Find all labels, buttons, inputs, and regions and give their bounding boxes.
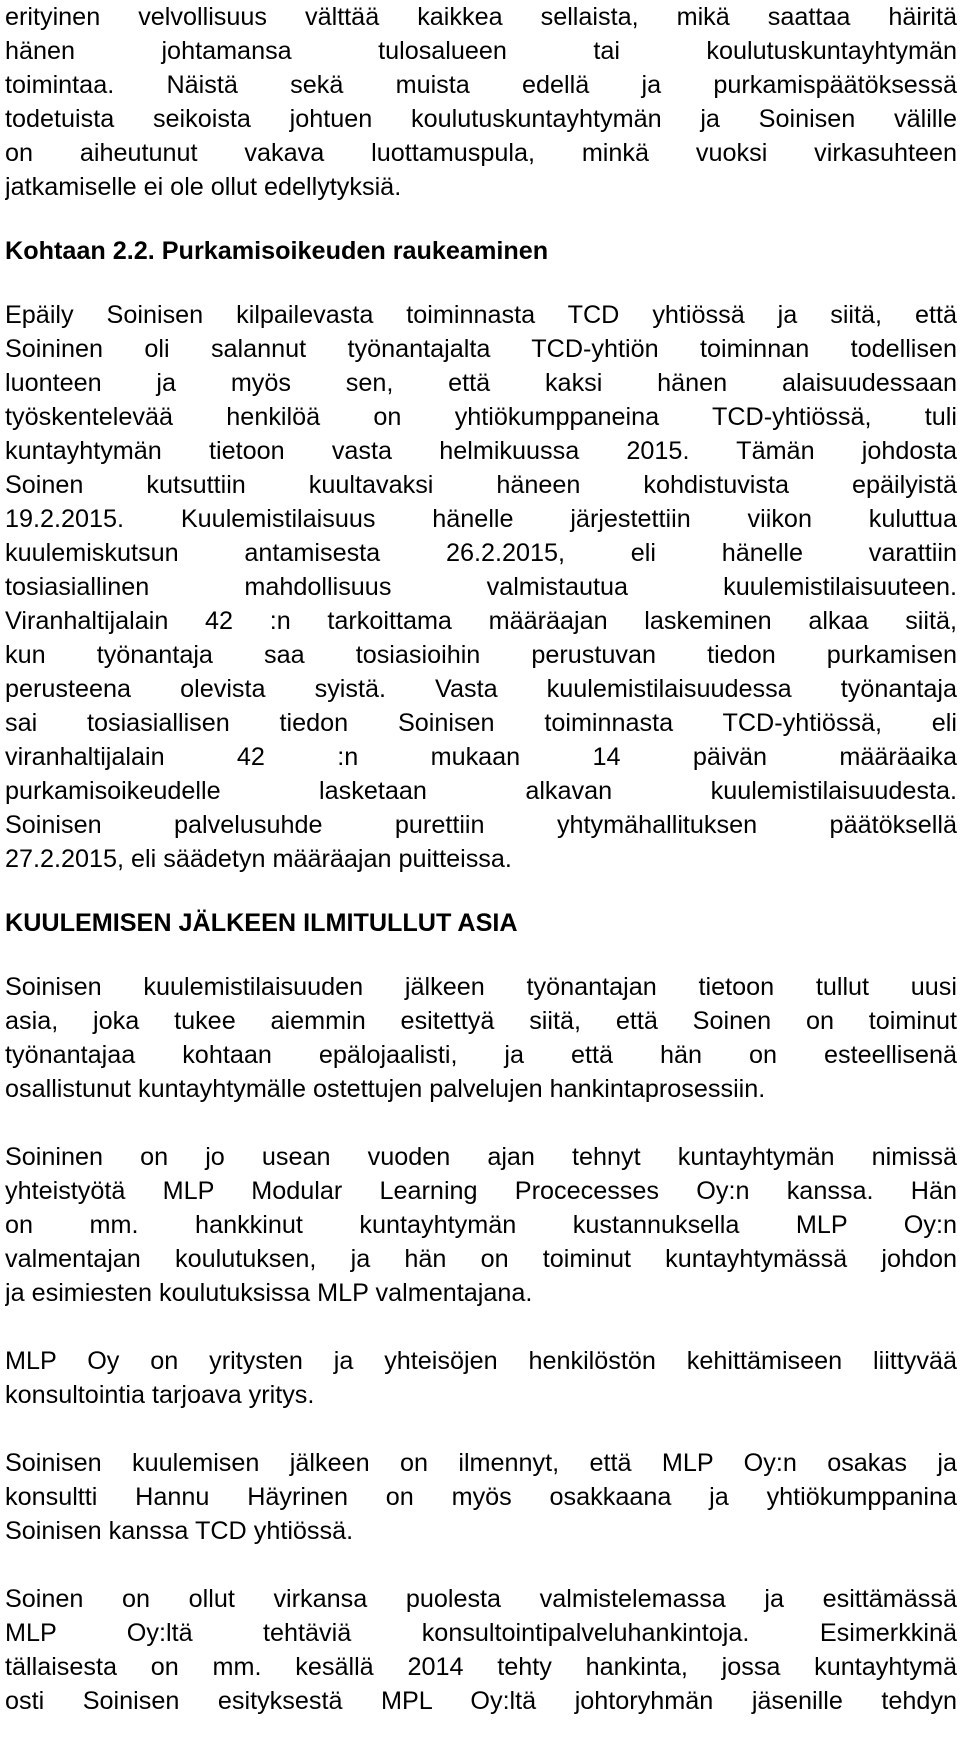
text-line: todetuista seikoista johtuen koulutuskuntayhtymän ja Soinisen välille: [5, 105, 957, 133]
text-line: Epäily Soinisen kilpailevasta toiminnasta TCD yhtiössä ja siitä, että: [5, 301, 957, 329]
text-line: Soinisen kuulemistilaisuuden jälkeen työnantajan tietoon tullut uusi: [5, 973, 957, 1001]
text-line: valmentajan koulutuksen, ja hän on toiminut kuntayhtymässä johdon: [5, 1245, 957, 1273]
text-line: jatkamiselle ei ole ollut edellytyksiä.: [5, 173, 402, 201]
section-heading-kuulemisen-jalkeen: KUULEMISEN JÄLKEEN ILMITULLUT ASIA: [5, 909, 518, 937]
text-line: luonteen ja myös sen, että kaksi hänen alaisuudessaan: [5, 369, 957, 397]
text-line: konsultti Hannu Häyrinen on myös osakkaana ja yhtiökumppanina: [5, 1483, 957, 1511]
text-line: osallistunut kuntayhtymälle ostettujen palvelujen hankintaprosessiin.: [5, 1075, 766, 1103]
text-line: kuntayhtymän tietoon vasta helmikuussa 2015. Tämän johdosta: [5, 437, 957, 465]
text-line: asia, joka tukee aiemmin esitettyä siitä, että Soinen on toiminut: [5, 1007, 957, 1035]
body-paragraph: [5, 1140, 957, 1310]
section-paragraph-purkamisoikeus: [5, 298, 957, 876]
text-line: viranhaltijalain 42 :n mukaan 14 päivän määräaika: [5, 743, 957, 771]
text-line: Soinisen kuulemisen jälkeen on ilmennyt, että MLP Oy:n osakas ja: [5, 1449, 957, 1477]
text-line: 19.2.2015. Kuulemistilaisuus hänelle järjestettiin viikon kuluttua: [5, 505, 957, 533]
body-paragraph: [5, 970, 957, 1106]
text-line: 27.2.2015, eli säädetyn määräajan puitteissa.: [5, 845, 512, 873]
body-paragraph: [5, 1446, 957, 1548]
text-line: Soinisen kanssa TCD yhtiössä.: [5, 1517, 354, 1545]
text-line: purkamisoikeudelle lasketaan alkavan kuulemistilaisuudesta.: [5, 777, 957, 805]
text-line: Soininen oli salannut työnantajalta TCD-yhtiön toiminnan todellisen: [5, 335, 957, 363]
text-line: kuulemiskutsun antamisesta 26.2.2015, eli hänelle varattiin: [5, 539, 957, 567]
section-heading-purkamisoikeus: Kohtaan 2.2. Purkamisoikeuden raukeaminen: [5, 237, 549, 265]
text-line: työnantajaa kohtaan epälojaalisti, ja että hän on esteellisenä: [5, 1041, 957, 1069]
text-line: on mm. hankkinut kuntayhtymän kustannuksella MLP Oy:n: [5, 1211, 957, 1239]
text-line: Soinisen palvelusuhde purettiin yhtymähallituksen päätöksellä: [5, 811, 957, 839]
text-line: tällaisesta on mm. kesällä 2014 tehty hankinta, jossa kuntayhtymä: [5, 1653, 957, 1681]
text-line: erityinen velvollisuus välttää kaikkea sellaista, mikä saattaa häiritä: [5, 3, 957, 31]
text-line: sai tosiasiallisen tiedon Soinisen toiminnasta TCD-yhtiössä, eli: [5, 709, 957, 737]
text-line: Soininen on jo usean vuoden ajan tehnyt kuntayhtymän nimissä: [5, 1143, 957, 1171]
text-line: kun työnantaja saa tosiasioihin perustuvan tiedon purkamisen: [5, 641, 957, 669]
text-line: Soinen kutsuttiin kuultavaksi häneen kohdistuvista epäilyistä: [5, 471, 957, 499]
text-line: työskentelevää henkilöä on yhtiökumppaneina TCD-yhtiössä, tuli: [5, 403, 957, 431]
document-page: [5, 0, 957, 1755]
text-line: yhteistyötä MLP Modular Learning Procecesses Oy:n kanssa. Hän: [5, 1177, 957, 1205]
text-line: MLP Oy:ltä tehtäviä konsultointipalveluhankintoja. Esimerkkinä: [5, 1619, 957, 1647]
intro-paragraph: [5, 0, 957, 204]
text-line: osti Soinisen esityksestä MPL Oy:ltä johtoryhmän jäsenille tehdyn: [5, 1687, 957, 1715]
text-line: konsultointia tarjoava yritys.: [5, 1381, 315, 1409]
text-line: hänen johtamansa tulosalueen tai koulutuskuntayhtymän: [5, 37, 957, 65]
text-line: Soinen on ollut virkansa puolesta valmistelemassa ja esittämässä: [5, 1585, 957, 1613]
text-line: ja esimiesten koulutuksissa MLP valmentajana.: [5, 1279, 533, 1307]
text-line: toimintaa. Näistä sekä muista edellä ja purkamispäätöksessä: [5, 71, 957, 99]
text-line: tosiasiallinen mahdollisuus valmistautua kuulemistilaisuuteen.: [5, 573, 957, 601]
body-paragraph: [5, 1344, 957, 1412]
text-line: perusteena olevista syistä. Vasta kuulemistilaisuudessa työnantaja: [5, 675, 957, 703]
text-line: MLP Oy on yritysten ja yhteisöjen henkilöstön kehittämiseen liittyvää: [5, 1347, 957, 1375]
text-line: on aiheutunut vakava luottamuspula, minkä vuoksi virkasuhteen: [5, 139, 957, 167]
text-line: Viranhaltijalain 42 :n tarkoittama määräajan laskeminen alkaa siitä,: [5, 607, 957, 635]
body-paragraph: [5, 1582, 957, 1718]
